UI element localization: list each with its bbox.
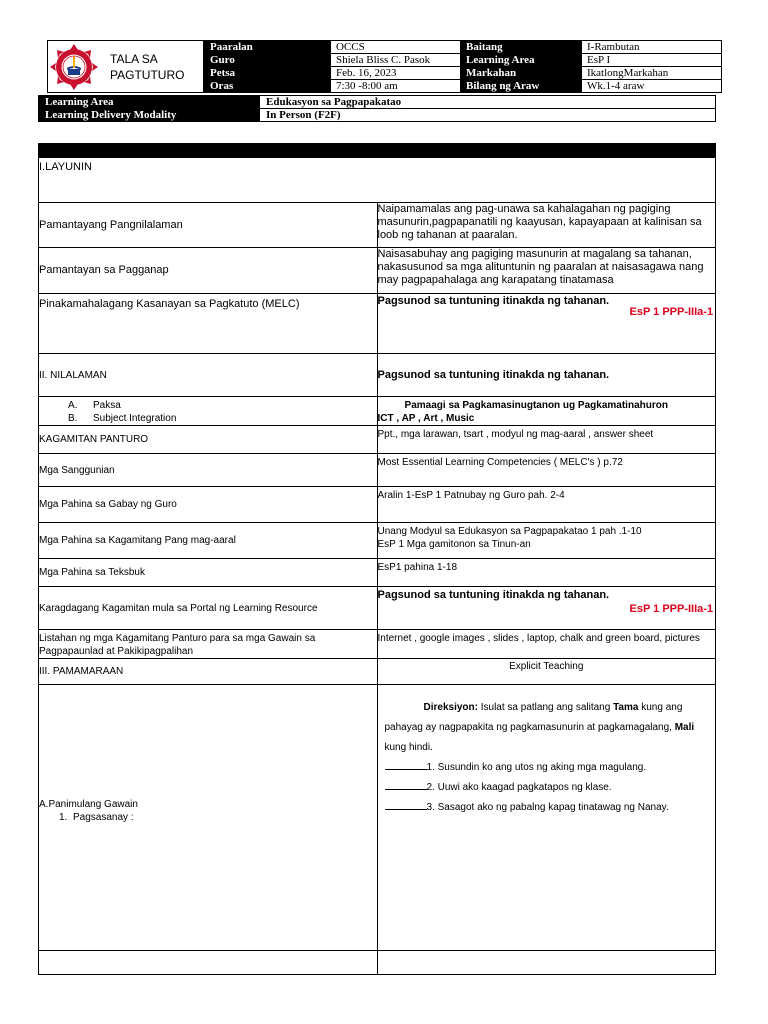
delivery-modality-value: In Person (F2F): [260, 109, 716, 122]
info-value: I-Rambutan: [582, 41, 722, 54]
table-row: [39, 523, 716, 559]
learning-delivery-table: [38, 95, 716, 122]
directions-text: [385, 698, 710, 758]
title-line-2: PAGTUTURO: [110, 68, 185, 82]
listahan-value: Internet , google images , slides , laptop, chalk and green board, pictures: [377, 630, 716, 659]
lesson-plan-table: [38, 157, 716, 975]
table-row: [39, 426, 716, 454]
panimulang-label: A.Panimulang Gawain: [39, 799, 138, 810]
melc-value: Pagsunod sa tuntuning itinakda ng tahanan.: [377, 295, 610, 307]
delivery-modality-label: Learning Delivery Modality: [39, 109, 260, 122]
pamamaraan-label: III. PAMAMARAAN: [39, 659, 378, 685]
info-label: Baitang: [461, 41, 582, 54]
info-row: [205, 67, 722, 80]
kagamitan-label: KAGAMITAN PANTURO: [39, 426, 378, 454]
directions-text-3: kung hindi.: [384, 742, 433, 753]
directions-label: Direksiyon:: [423, 702, 478, 713]
table-row: [39, 203, 716, 248]
layunin-heading: [39, 158, 716, 203]
info-value: IkatlongMarkahan: [582, 67, 722, 80]
nilalaman-label: II. NILALAMAN: [39, 354, 378, 397]
melc-label: Pinakamahalagang Kasanayan sa Pagkatuto (MELC): [39, 294, 378, 354]
paksa-label: Paksa: [93, 400, 121, 411]
pg-label: Pamantayan sa Pagganap: [39, 248, 378, 294]
table-row: [39, 559, 716, 587]
pg-value: Naisasabuhay ang pagiging masunurin at magalang sa tahanan, nakasusunod sa mga alituntunin ng paaralan at naisasagawa nang may pagpapahalaga ang karapatang tinatamasa: [377, 248, 716, 294]
paksa-letter: A.: [68, 400, 78, 411]
info-row: [205, 41, 722, 54]
pagsasanay-num: 1.: [59, 812, 68, 823]
info-value: Shiela Bliss C. Pasok: [331, 54, 461, 67]
info-label: Markahan: [461, 67, 582, 80]
pp-label: Pamantayang Pangnilalaman: [39, 203, 378, 248]
kpm-value-line-1: Unang Modyul sa Edukasyon sa Pagpapakatao 1 pah .1-10: [377, 526, 642, 537]
subject-label: Subject Integration: [93, 413, 177, 424]
teksbuk-label: Mga Pahina sa Teksbuk: [39, 559, 378, 587]
school-seal-logo: [49, 43, 99, 91]
portal-label: Karagdagang Kagamitan mula sa Portal ng Learning Resource: [39, 587, 378, 630]
info-row: [205, 54, 722, 67]
sanggunian-label: Mga Sanggunian: [39, 454, 378, 487]
info-table: [204, 40, 722, 93]
info-value: OCCS: [331, 41, 461, 54]
kpm-label: Mga Pahina sa Kagamitang Pang mag-aaral: [39, 523, 378, 559]
directions-text-2: kung ang pahayag ay nagpapakita ng pagkamasunurin at pagkamagalang,: [384, 702, 683, 733]
paksa-item: [39, 399, 377, 412]
portal-value: Pagsunod sa tuntuning itinakda ng tahanan.: [377, 589, 610, 601]
teksbuk-value: EsP1 pahina 1-18: [377, 559, 716, 587]
answer-blank[interactable]: [385, 800, 427, 810]
info-label: Learning Area: [461, 54, 582, 67]
sanggunian-value: Most Essential Learning Competencies ( MELC's ) p.72: [377, 454, 716, 487]
info-label: Petsa: [205, 67, 331, 80]
info-label: Oras: [205, 80, 331, 93]
paksa-value-cell: [377, 397, 716, 426]
drill-item-text: 3. Sasagot ako ng pabalng kapag tinatawag ng Nanay.: [426, 802, 669, 813]
drill-item: [385, 798, 710, 818]
info-value: 7:30 -8:00 am: [331, 80, 461, 93]
answer-blank[interactable]: [385, 780, 427, 790]
table-row: [39, 294, 716, 354]
learning-area-row: [39, 96, 716, 109]
paksa-value: Pamaagi sa Pagkamasinugtanon ug Pagkamatinahuron: [404, 400, 668, 411]
drill-item-text: 1. Susundin ko ang utos ng aking mga magulang.: [426, 762, 647, 773]
table-row: [39, 487, 716, 523]
drill-item: [385, 758, 710, 778]
melc-cell: [377, 294, 716, 354]
melc-code: EsP 1 PPP-IIIa-1: [629, 306, 714, 318]
table-row: [39, 685, 716, 951]
portal-cell: [377, 587, 716, 630]
nilalaman-value: Pagsunod sa tuntuning itinakda ng tahanan.: [377, 354, 716, 397]
learning-area-label: Learning Area: [39, 96, 260, 109]
pagsasanay-item: [39, 811, 377, 824]
portal-code: EsP 1 PPP-IIIa-1: [629, 603, 714, 615]
info-value: EsP I: [582, 54, 722, 67]
answer-blank[interactable]: [385, 760, 427, 770]
delivery-modality-row: [39, 109, 716, 122]
listahan-label: Listahan ng mga Kagamitang Panturo para sa mga Gawain sa Pagpapaunlad at Pakikipagpalihan: [39, 630, 378, 659]
directions-text-1: Isulat sa patlang ang salitang: [477, 702, 614, 713]
directions-tama: Tama: [613, 702, 639, 713]
table-header-bar: [38, 143, 716, 157]
pamamaraan-value: Explicit Teaching: [377, 659, 716, 685]
drill-cell: [377, 685, 716, 951]
info-value: Wk.1-4 araw: [582, 80, 722, 93]
kagamitan-value: Ppt., mga larawan, tsart , modyul ng mag-aaral , answer sheet: [377, 426, 716, 454]
info-label: Bilang ng Araw: [461, 80, 582, 93]
directions-mali: Mali: [674, 722, 695, 733]
table-row: [39, 587, 716, 630]
empty-cell: [39, 951, 378, 975]
learning-area-value: Edukasyon sa Pagpapakatao: [260, 96, 716, 109]
table-row: [39, 397, 716, 426]
table-row: [39, 248, 716, 294]
drill-item: [385, 778, 710, 798]
drill-item-text: 2. Uuwi ako kaagad pagkatapos ng klase.: [426, 782, 612, 793]
table-row: [39, 454, 716, 487]
subject-letter: B.: [68, 413, 78, 424]
table-row: [39, 354, 716, 397]
info-label: Guro: [205, 54, 331, 67]
pagsasanay-label: Pagsasanay :: [73, 812, 134, 823]
table-row: [39, 659, 716, 685]
kpm-value-cell: [377, 523, 716, 559]
table-row: [39, 630, 716, 659]
gabay-label: Mga Pahina sa Gabay ng Guro: [39, 487, 378, 523]
kpm-value-line-2: EsP 1 Mga gamitonon sa Tinun-an: [377, 539, 531, 550]
subject-item: [39, 412, 377, 425]
layunin-label: I.LAYUNIN: [39, 161, 92, 173]
table-row: [39, 158, 716, 203]
table-row: [39, 951, 716, 975]
pp-value: Naipamamalas ang pag-unawa sa kahalagahan ng pagiging masunurin,pagpapanatili ng kaayusan, kapayapaan at kalinisan sa loob ng tahanan at paaralan.: [377, 203, 716, 248]
info-row: [205, 80, 722, 93]
info-value: Feb. 16, 2023: [331, 67, 461, 80]
empty-cell: [377, 951, 716, 975]
title-line-1: TALA SA: [110, 52, 158, 66]
info-label: Paaralan: [205, 41, 331, 54]
panimulang-cell: [39, 685, 378, 951]
document-title: [110, 51, 202, 83]
subject-value: ICT , AP , Art , Music: [377, 413, 475, 424]
paksa-cell: [39, 397, 378, 426]
gabay-value: Aralin 1-EsP 1 Patnubay ng Guro pah. 2-4: [377, 487, 716, 523]
